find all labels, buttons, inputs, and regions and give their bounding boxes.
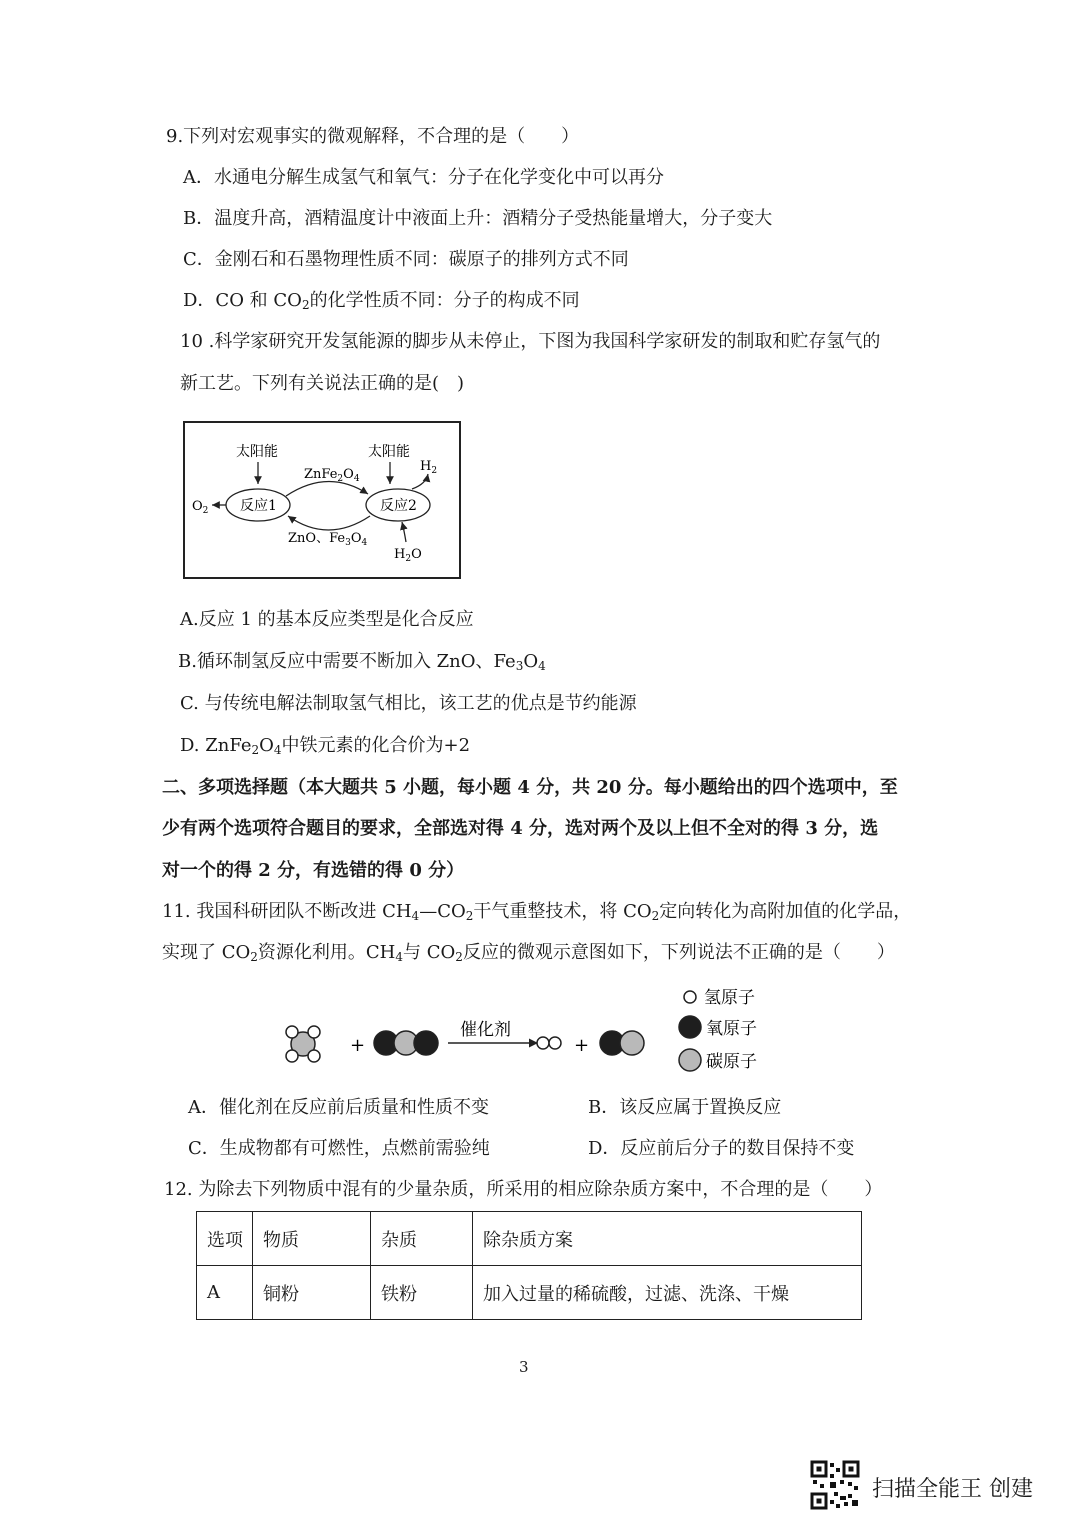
- q12-stem: 12. 为除去下列物质中混有的少量杂质，所采用的相应除杂质方案中，不合理的是（ ）: [164, 1179, 883, 1200]
- co2-molecule: [374, 1031, 438, 1055]
- q10-stem-line2: 新工艺。下列有关说法正确的是( ): [180, 373, 465, 394]
- q11-stem-line2: 实现了 $CO_2$资源化利用。$CH_4$与 $CO_2$反应的微观示意图如下，下列说法不正确的是（ ）: [162, 942, 895, 964]
- q10-option-c: C. 与传统电解法制取氢气相比，该工艺的优点是节约能源: [180, 693, 637, 714]
- q12-table: [196, 1211, 862, 1320]
- table-header-row: [197, 1212, 862, 1266]
- legend-hydrogen-label: 氢原子: [704, 988, 755, 1008]
- q11-option-d: D．反应前后分子的数目保持不变: [588, 1138, 855, 1159]
- section2-line3: 对一个的得 2 分，有选错的得 0 分）: [162, 860, 465, 881]
- diagram-h2o: $H_2O$: [394, 547, 422, 564]
- q11-stem-line1: 11. 我国科研团队不断改进 $CH_4—CO_2$干气重整技术，将 $CO_2$定向转化为高附加值的化学品，: [162, 901, 912, 923]
- diagram-bottom-formula: ZnO、$Fe_3O_4$: [288, 531, 368, 548]
- legend-oxygen-swatch: [679, 1016, 701, 1038]
- reaction-1-label: 反应1: [240, 498, 277, 514]
- diagram-h2: $H_2$: [420, 459, 438, 476]
- q9-option-a: A．水通电分解生成氢气和氧气：分子在化学变化中可以再分: [183, 167, 664, 188]
- q10-option-b: B.循环制氢反应中需要不断加入 ZnO、$Fe_3O_4$: [178, 651, 546, 673]
- section2-line2: 少有两个选项符合题目的要求，全部选对得 4 分，选对两个及以上但不全对的得 3 分，选: [162, 818, 879, 839]
- table-header-cell: 除杂质方案: [473, 1212, 862, 1266]
- q9-option-d: D．CO 和 $CO_2$的化学性质不同：分子的构成不同: [183, 290, 580, 312]
- table-header-cell: 选项: [197, 1212, 253, 1266]
- scanner-footer: [810, 1460, 1060, 1512]
- q10-option-d: D. $ZnFe_2O_4$中铁元素的化合价为+2: [180, 735, 471, 757]
- legend-carbon-label: 碳原子: [706, 1052, 757, 1072]
- legend-oxygen-label: 氧原子: [706, 1019, 757, 1039]
- legend-hydrogen-swatch: [684, 991, 696, 1003]
- section2-line1: 二、多项选择题（本大题共 5 小题，每小题 4 分，共 20 分。每小题给出的四个选项中，至: [162, 777, 898, 798]
- table-header-cell: 物质: [253, 1212, 371, 1266]
- q10-option-a: A.反应 1 的基本反应类型是化合反应: [180, 609, 474, 630]
- q10-stem-line1: 10 .科学家研究开发氢能源的脚步从未停止，下图为我国科学家研发的制取和贮存氢气的: [180, 331, 881, 352]
- q11-option-a: A．催化剂在反应前后质量和性质不变: [188, 1097, 489, 1118]
- legend-carbon-swatch: [679, 1049, 701, 1071]
- plus-sign-1: +: [350, 1035, 366, 1056]
- co-molecule: [600, 1031, 644, 1055]
- table-cell: 加入过量的稀硫酸，过滤、洗涤、干燥: [473, 1266, 862, 1320]
- q10-cycle-diagram: [182, 420, 464, 582]
- sun-label-2: 太阳能: [368, 444, 410, 460]
- q11-option-b: B．该反应属于置换反应: [588, 1097, 782, 1118]
- plus-sign-2: +: [574, 1035, 590, 1056]
- scanner-watermark-text: 扫描全能王 创建: [872, 1477, 1033, 1502]
- table-header-cell: 杂质: [371, 1212, 473, 1266]
- q11-reaction-diagram: [280, 982, 800, 1078]
- qr-code-icon: [810, 1460, 860, 1510]
- q9-stem: 9.下列对宏观事实的微观解释，不合理的是（ ）: [166, 126, 580, 147]
- table-cell: 铁粉: [371, 1266, 473, 1320]
- q11-option-c: C．生成物都有可燃性，点燃前需验纯: [188, 1138, 490, 1159]
- q9-option-c: C．金刚石和石墨物理性质不同：碳原子的排列方式不同: [183, 249, 629, 270]
- table-row: [197, 1266, 862, 1320]
- page-number: 3: [519, 1358, 529, 1376]
- q9-option-b: B．温度升高，酒精温度计中液面上升：酒精分子受热能量增大，分子变大: [183, 208, 773, 229]
- diagram-top-formula: $ZnFe_2O_4$: [304, 467, 360, 484]
- ch4-molecule: [286, 1026, 320, 1062]
- reaction-2-label: 反应2: [380, 498, 417, 514]
- h2-molecule: [537, 1037, 561, 1049]
- diagram-o2: $O_2$: [192, 499, 209, 516]
- catalyst-label: 催化剂: [460, 1020, 511, 1040]
- sun-label-1: 太阳能: [236, 444, 278, 460]
- table-cell: 铜粉: [253, 1266, 371, 1320]
- table-cell: A: [197, 1266, 253, 1320]
